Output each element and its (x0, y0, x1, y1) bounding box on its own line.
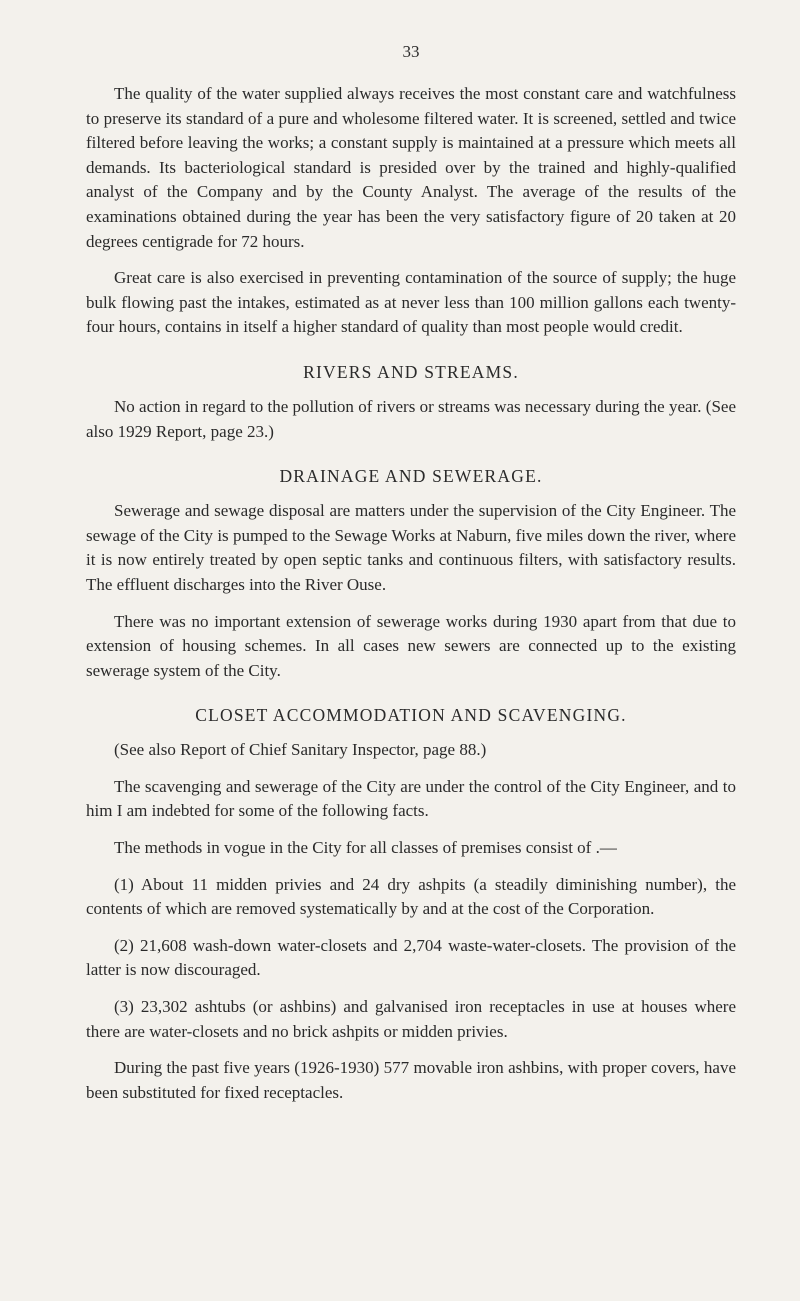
section-heading: DRAINAGE AND SEWERAGE. (279, 466, 543, 487)
section-subheading: (See also Report of Chief Sanitary Inspector, page 88.) (114, 740, 487, 760)
section-heading: RIVERS AND STREAMS. (303, 361, 519, 382)
list-item: (3) 23,302 ashtubs (or ashbins) and galvanised iron receptacles in use at houses where there are water-closets and no brick ashpits or midden privies. (86, 997, 736, 1041)
drainage-section (86, 466, 736, 683)
paragraph: During the past five years (1926-1930) 577 movable iron ashbins, with proper covers, have been substituted for fixed receptacles. (86, 1058, 736, 1102)
paragraph: The methods in vogue in the City for all classes of premises consist of .— (114, 838, 617, 858)
paragraph: Sewerage and sewage disposal are matters under the supervision of the City Engineer. The sewage of the City is pumped to the Sewage Works at Naburn, five miles down the river, where it is now entirely treated by open septic tanks and continuous filters, with satisfactory results. The effluent discharges into the River Ouse. (86, 501, 736, 594)
list-item: (1) About 11 midden privies and 24 dry ashpits (a steadily diminishing number), the contents of which are removed systematically by and at the cost of the Corporation. (86, 874, 736, 919)
water-section (86, 82, 736, 340)
rivers-section (86, 362, 736, 444)
paragraph: There was no important extension of sewerage works during 1930 apart from that due to extension of housing schemes. In all cases new sewers are connected up to the existing sewerage system of the City. (86, 611, 736, 680)
paragraph: Great care is also exercised in preventing contamination of the source of supply; the huge bulk flowing past the intakes, estimated as at never less than 100 million gallons each twenty-four hours, contains in itself a higher standard of quality than most people would credit. (86, 268, 736, 337)
paragraph: The quality of the water supplied always receives the most constant care and watchfulness to preserve its standard of a pure and wholesome filtered water. It is screened, settled and twice filtered before leaving the works; a constant supply is maintained at a pressure which meets all demands. Its bacteriological standard is presided over by the trained and highly-qualified analyst of the Company and by the County Analyst. The average of the results of the examinations obtained during the year has been the very satisfactory figure of 20 taken at 20 degrees centigrade for 72 hours. (86, 84, 736, 251)
list-item: (2) 21,608 wash-down water-closets and 2,704 waste-water-closets. The provision of the latter is now discouraged. (86, 935, 736, 980)
paragraph: No action in regard to the pollution of rivers or streams was necessary during the year. (See also 1929 Report, page 23.) (86, 396, 736, 441)
paragraph: The scavenging and sewerage of the City are under the control of the City Engineer, and to him I am indebted for some of the following facts. (86, 776, 736, 821)
page-number: 33 (402, 42, 420, 61)
closet-section (86, 705, 736, 1105)
section-heading: CLOSET ACCOMMODATION AND SCAVENGING. (195, 705, 627, 726)
